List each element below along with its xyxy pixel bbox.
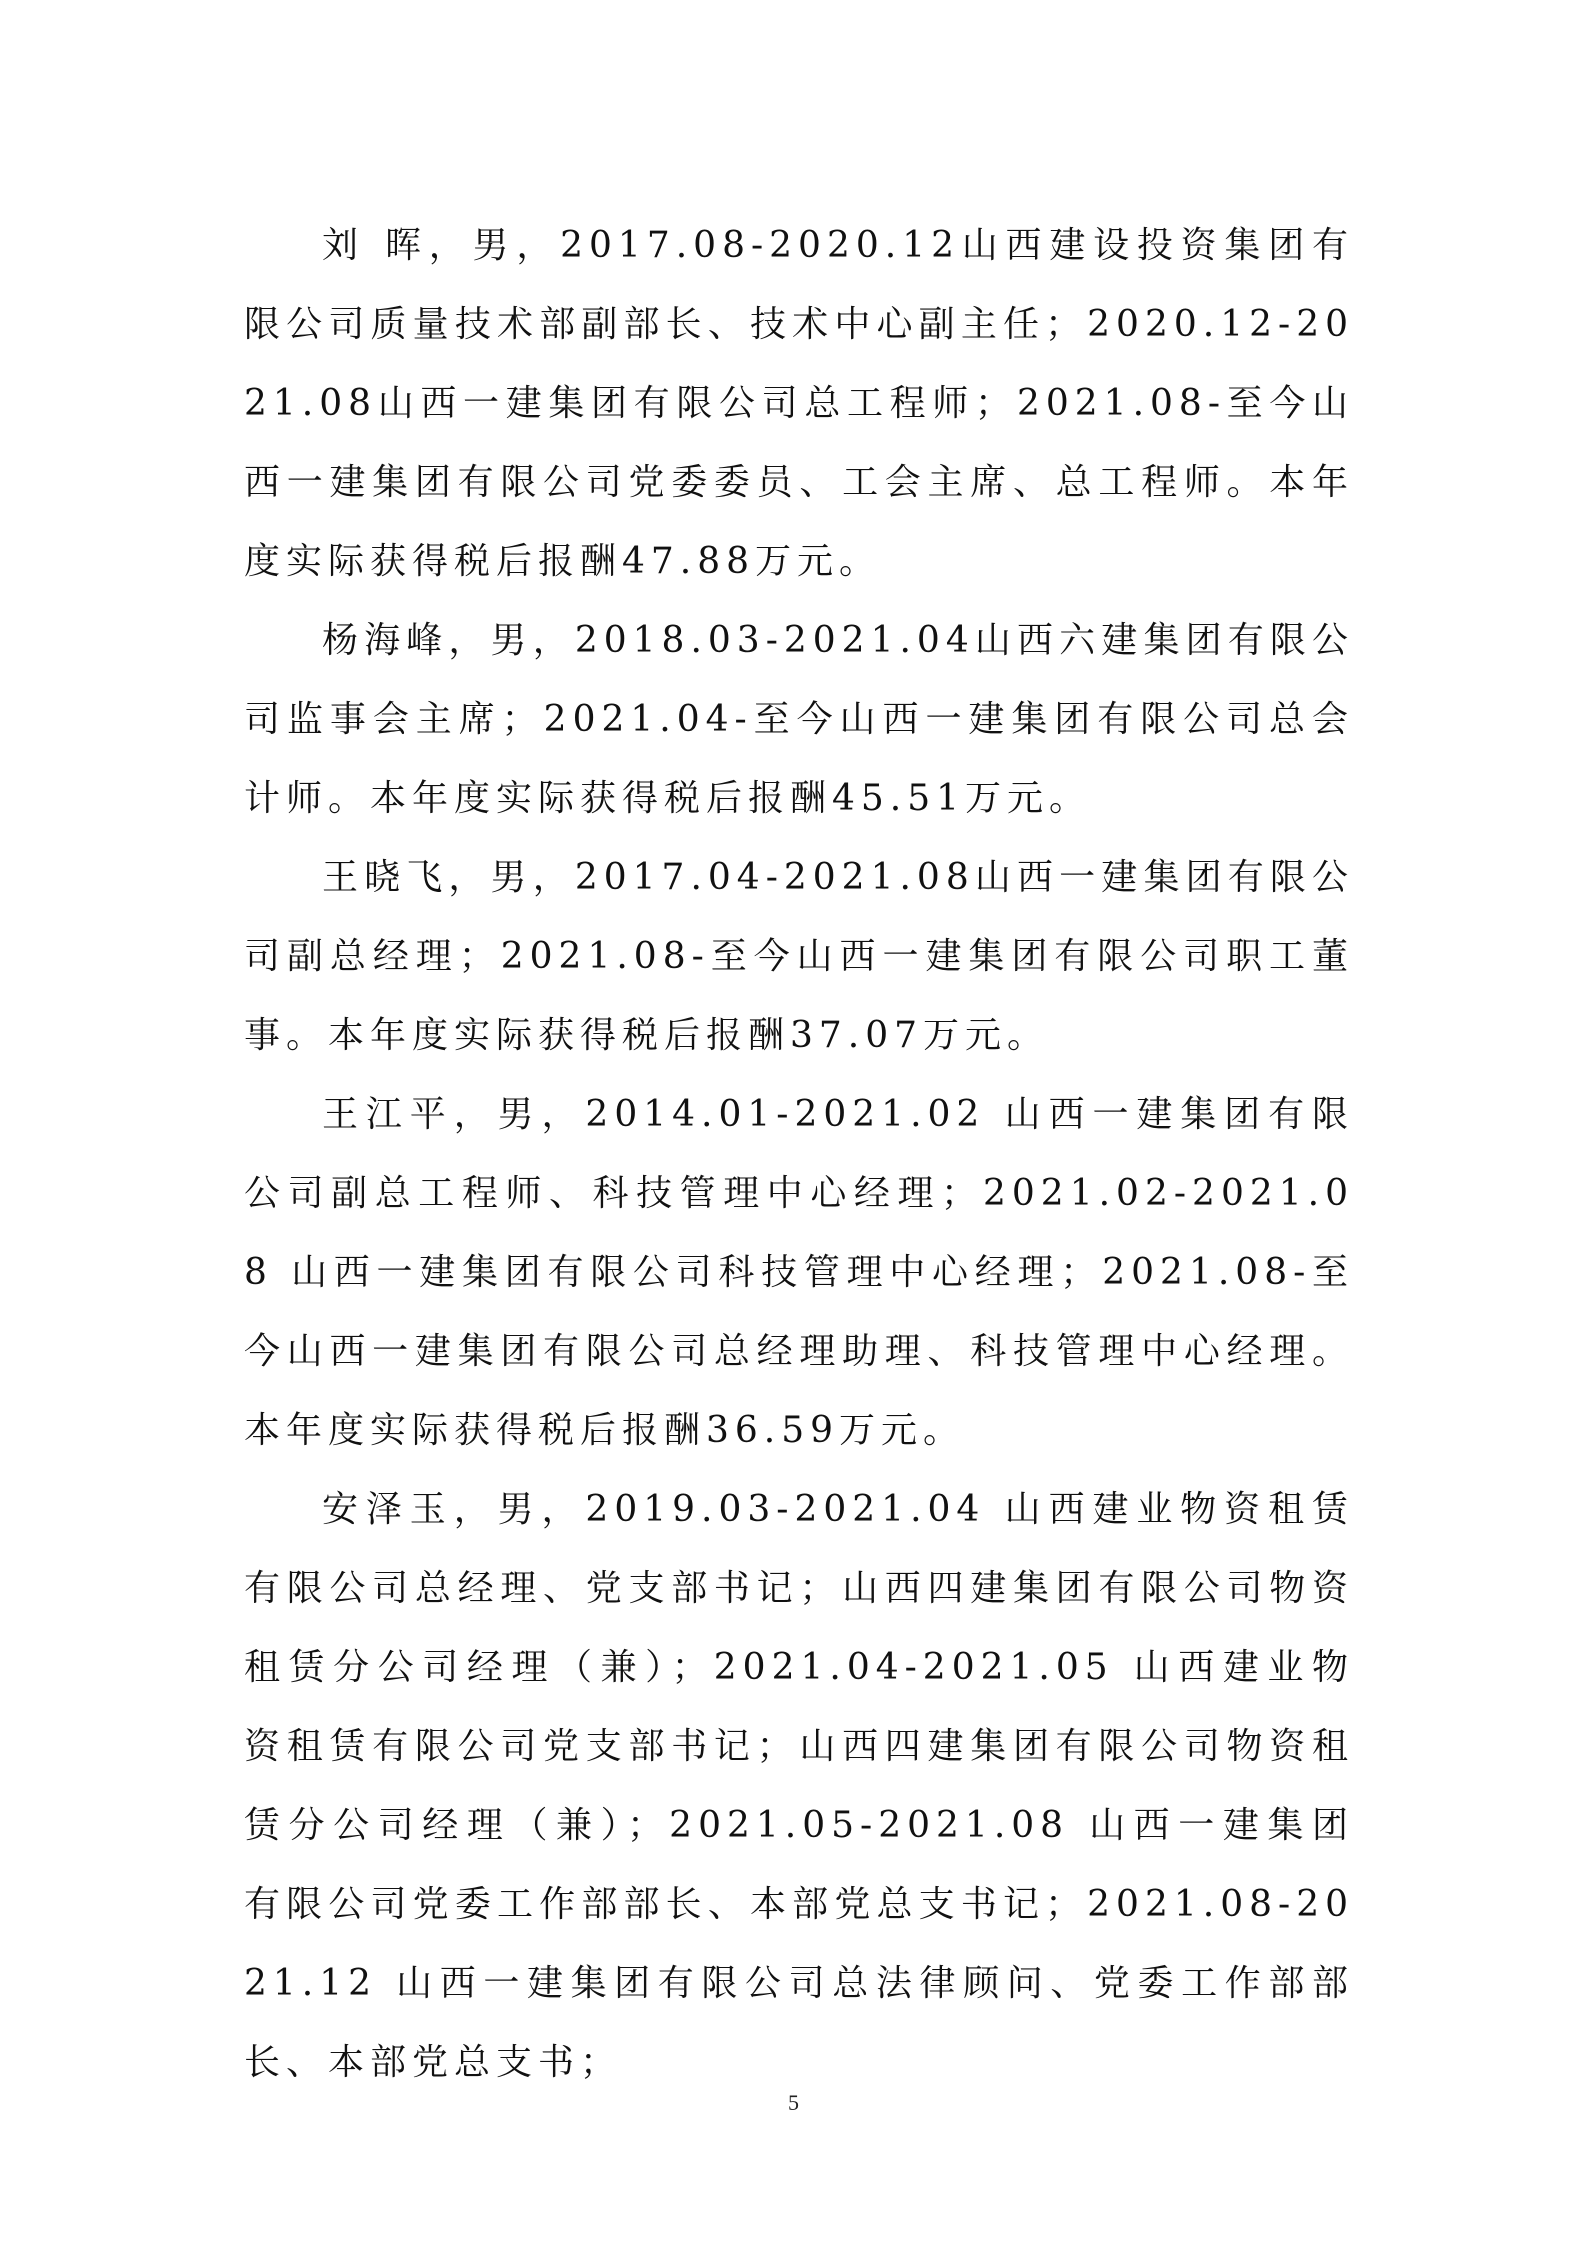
paragraph-wang-jiangping: 王江平，男，2014.01-2021.02 山西一建集团有限公司副总工程师、科技管理中心经理；2021.02-2021.08 山西一建集团有限公司科技管理中心经理；2021.08-至今山西一建集团有限公司总经理助理、科技管理中心经理。本年度实际获得税后报酬36.59万元。 bbox=[244, 1094, 1354, 1451]
page-number: 5 bbox=[788, 2090, 799, 2115]
paragraph-liu-hui: 刘 晖，男，2017.08-2020.12山西建设投资集团有限公司质量技术部副部长、技术中心副主任；2020.12-2021.08山西一建集团有限公司总工程师；2021.08-至今山西一建集团有限公司党委委员、工会主席、总工程师。本年度实际获得税后报酬47.88万元。 bbox=[244, 225, 1354, 582]
document-body bbox=[244, 206, 1354, 2102]
paragraph-wang-xiaofei: 王晓飞，男，2017.04-2021.08山西一建集团有限公司副总经理；2021.08-至今山西一建集团有限公司职工董事。本年度实际获得税后报酬37.07万元。 bbox=[244, 857, 1354, 1056]
paragraph-an-zeyu: 安泽玉，男，2019.03-2021.04 山西建业物资租赁有限公司总经理、党支部书记；山西四建集团有限公司物资租赁分公司经理（兼）；2021.04-2021.05 山西建业物资租赁有限公司党支部书记；山西四建集团有限公司物资租赁分公司经理（兼）；2021.05-2021.08 山西一建集团有限公司党委工作部部长、本部党总支书记；2021.08-2021.12 山西一建集团有限公司总法律顾问、党委工作部部长、本部党总支书； bbox=[244, 1489, 1354, 2083]
paragraph-yang-haifeng: 杨海峰，男，2018.03-2021.04山西六建集团有限公司监事会主席；2021.04-至今山西一建集团有限公司总会计师。本年度实际获得税后报酬45.51万元。 bbox=[244, 620, 1354, 819]
